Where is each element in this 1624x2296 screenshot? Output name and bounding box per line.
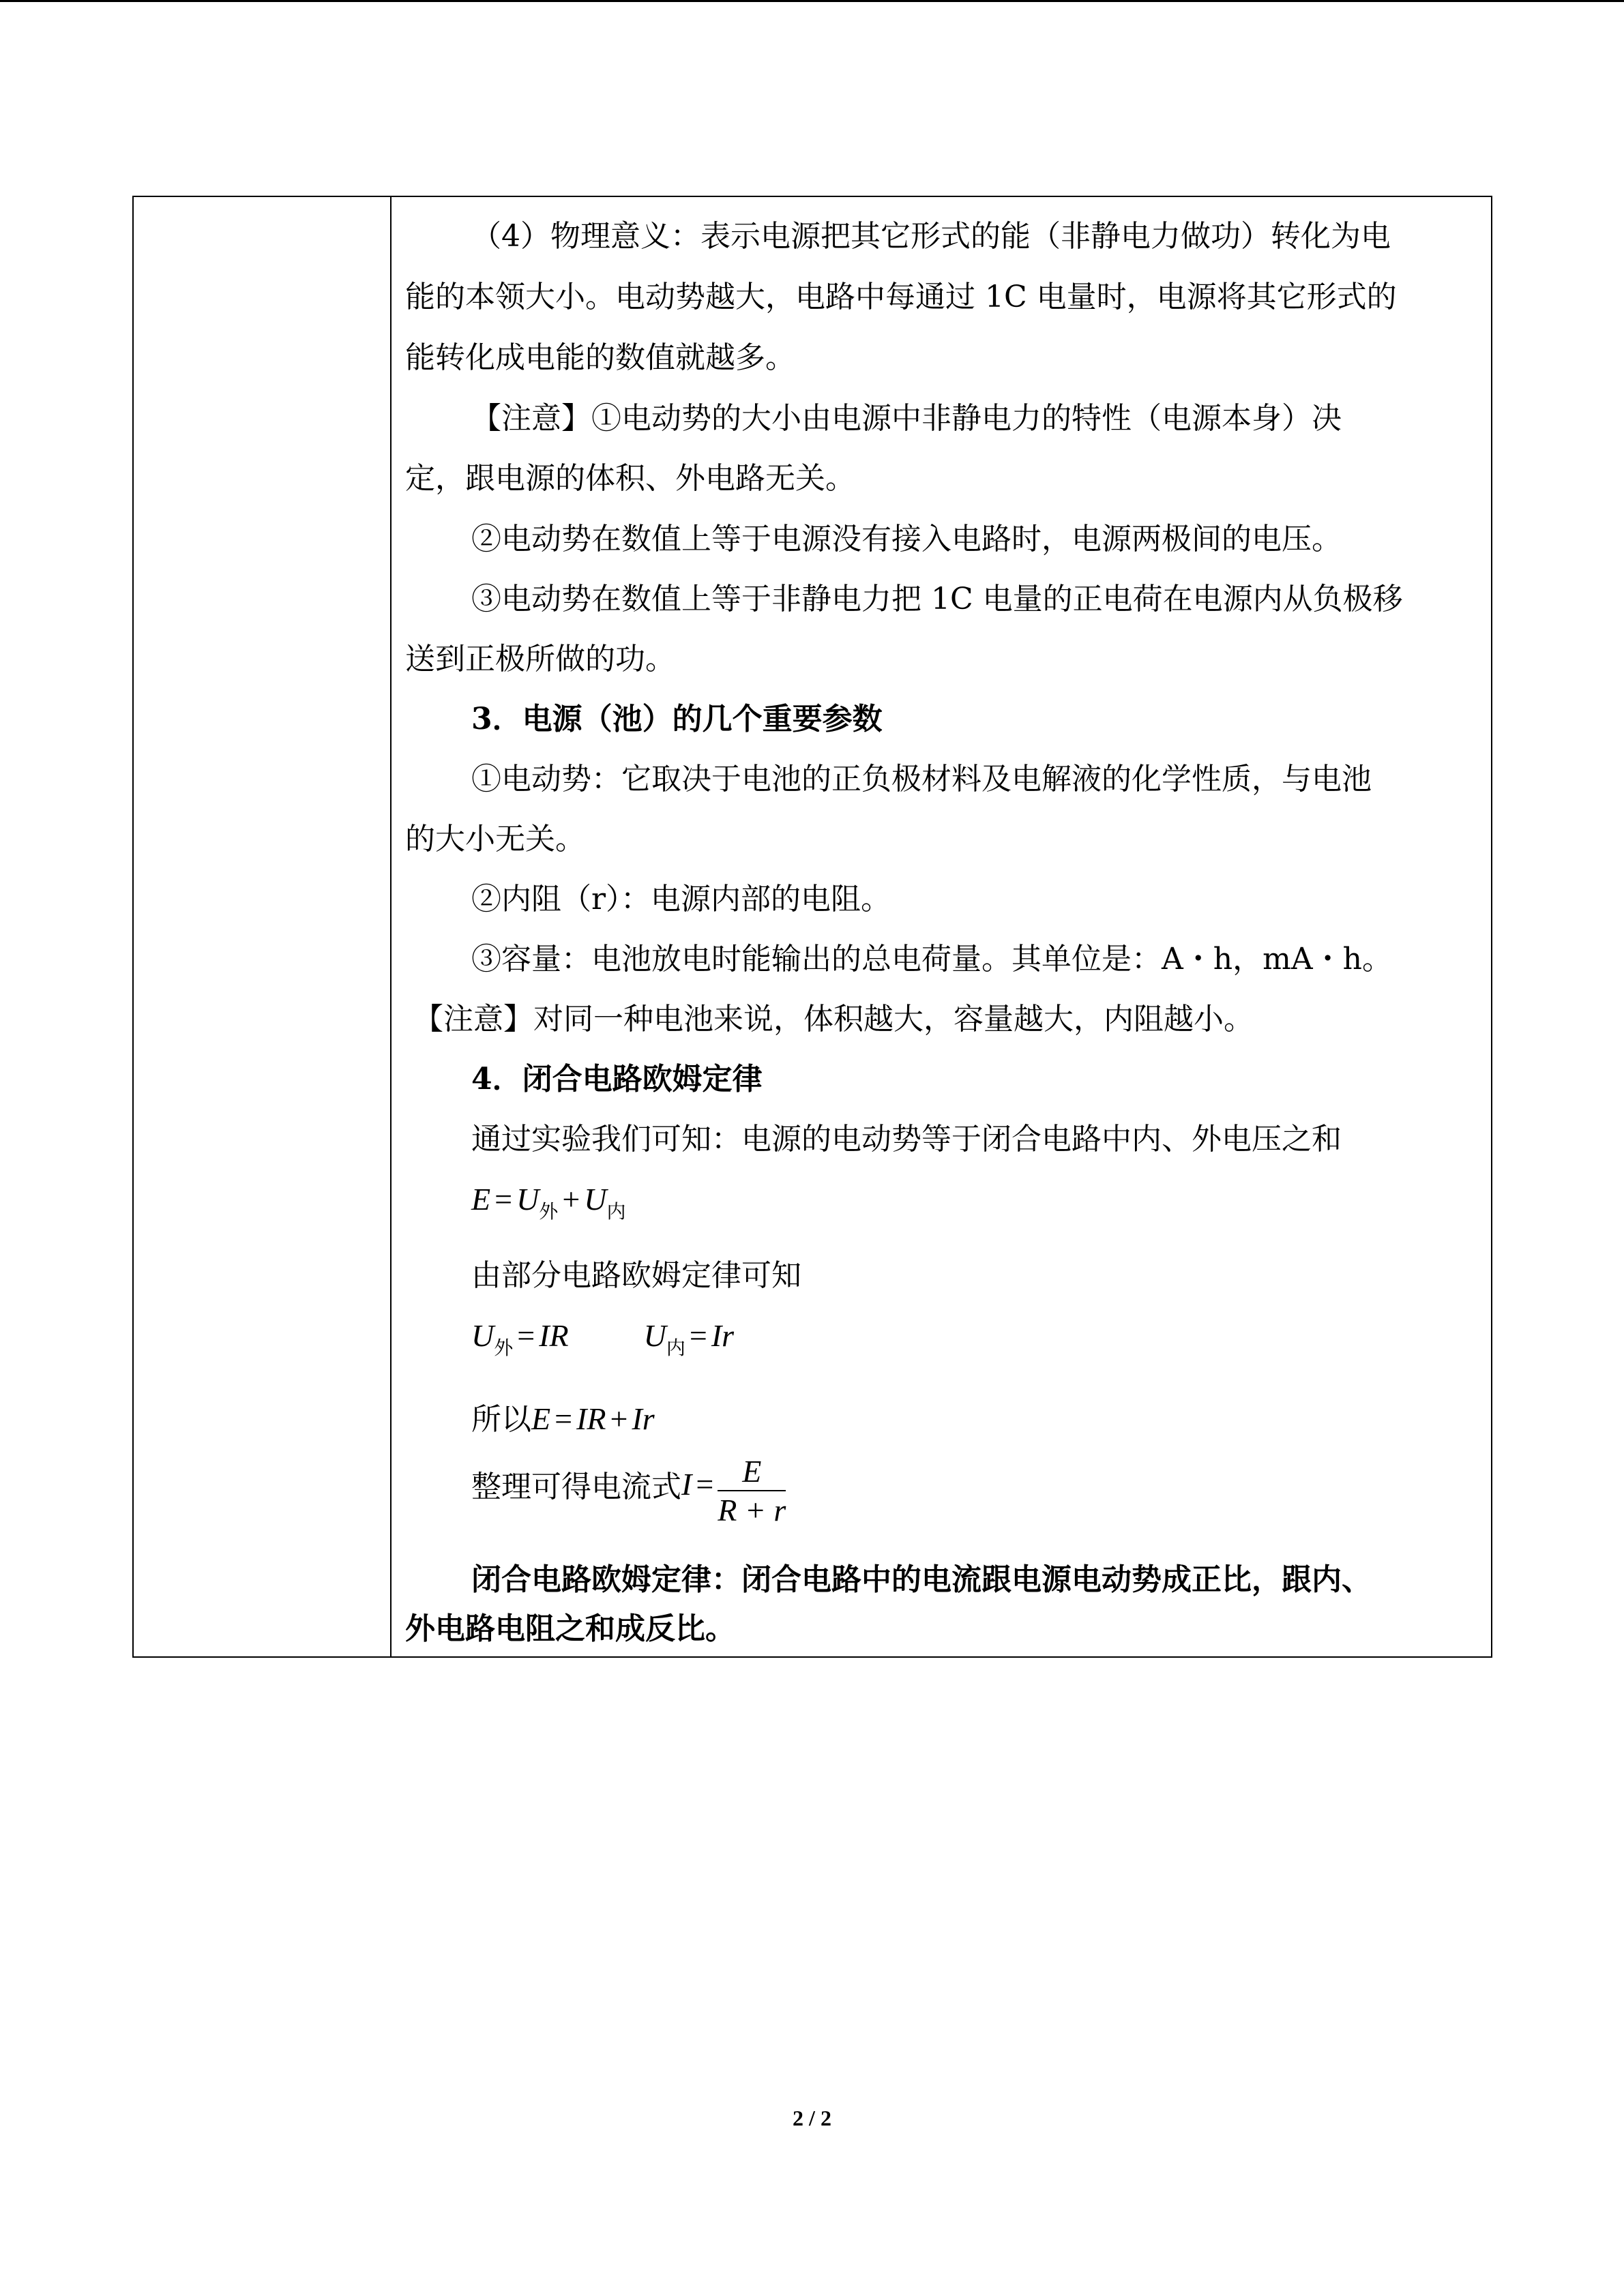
equation-emf-sum: $E = U_外 + U_内$ xyxy=(471,1182,626,1223)
paragraph-line: 能的本领大小。电动势越大，电路中每通过 1C 电量时，电源将其它形式的 xyxy=(405,280,1397,314)
law-statement-line: 闭合电路欧姆定律：闭合电路中的电流跟电源电动势成正比，跟内、 xyxy=(471,1562,1372,1597)
page-number: 2 / 2 xyxy=(793,2106,831,2130)
section-heading-3: 3．电源（池）的几个重要参数 xyxy=(471,702,883,736)
param-line: ①电动势：它取决于电池的正负极材料及电解液的化学性质，与电池 xyxy=(471,762,1372,796)
top-border-line xyxy=(0,0,1624,2)
content-table xyxy=(132,196,1492,1658)
equation-emf-total: 所以E = IR + Ir xyxy=(471,1401,655,1437)
note-line: 【注意】对同一种电池来说，体积越大，容量越大，内阻越小。 xyxy=(413,1002,1254,1037)
equation-voltages: $U_外$ = IR $U_内 = Ir$ xyxy=(471,1318,735,1359)
note-line: ③电动势在数值上等于非静电力把 1C 电量的正电荷在电源内从负极移 xyxy=(471,582,1403,616)
paragraph-line: 通过实验我们可知：电源的电动势等于闭合电路中内、外电压之和 xyxy=(471,1122,1342,1157)
law-statement-line: 外电路电阻之和成反比。 xyxy=(405,1611,735,1646)
paragraph-line: 能转化成电能的数值就越多。 xyxy=(405,340,795,375)
paragraph-line: 由部分电路欧姆定律可知 xyxy=(471,1258,801,1293)
column-divider xyxy=(390,197,392,1656)
note-line: ②电动势在数值上等于电源没有接入电路时，电源两极间的电压。 xyxy=(471,522,1342,556)
paragraph-line: （4）物理意义：表示电源把其它形式的能（非静电力做功）转化为电 xyxy=(471,219,1391,254)
note-line: 定，跟电源的体积、外电路无关。 xyxy=(405,461,855,496)
param-line: ②内阻（r）：电源内部的电阻。 xyxy=(471,882,891,916)
note-line: 送到正极所做的功。 xyxy=(405,642,675,676)
fraction: $\frac{E}{R + r}$ xyxy=(718,1454,786,1527)
section-heading-4: 4．闭合电路欧姆定律 xyxy=(471,1062,763,1097)
equation-current: 整理可得电流式I = $\frac{E}{R + r}$ xyxy=(471,1449,786,1538)
param-line: 的大小无关。 xyxy=(405,822,585,856)
note-line: 【注意】①电动势的大小由电源中非静电力的特性（电源本身）决 xyxy=(471,401,1342,436)
param-line: ③容量：电池放电时能输出的总电荷量。其单位是：A・h，mA・h。 xyxy=(471,942,1392,976)
